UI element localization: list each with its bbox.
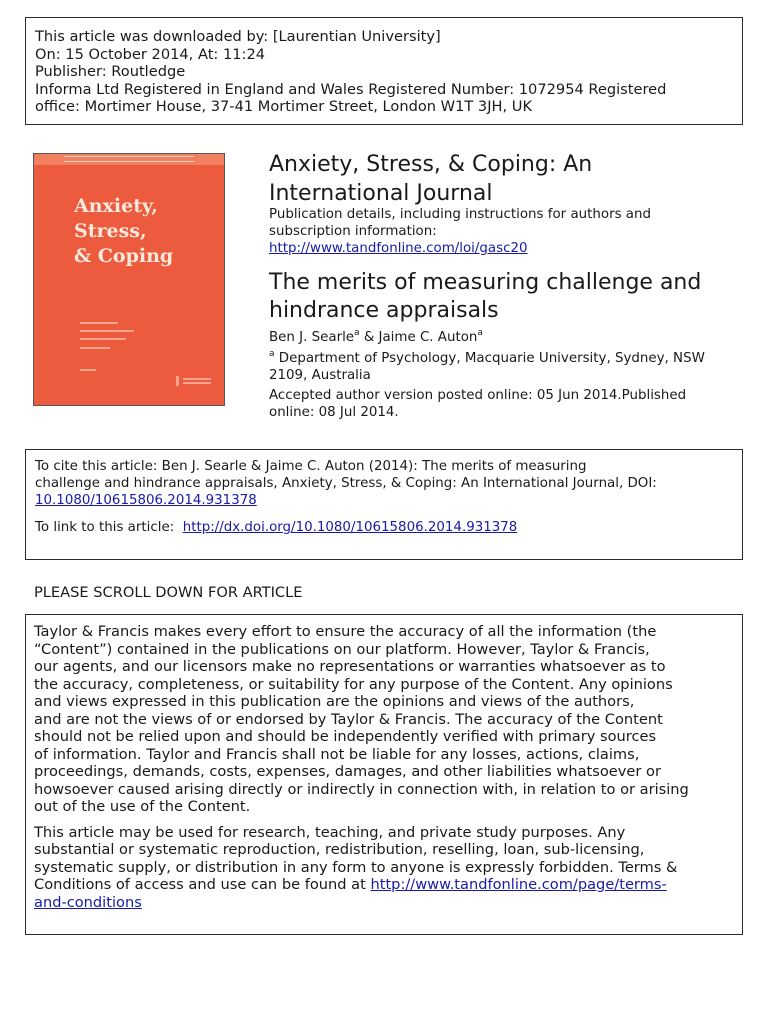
terms-url-link[interactable]: http://www.tandfonline.com/page/terms- — [370, 876, 667, 893]
download-line: Informa Ltd Registered in England and Wales Registered Number: 1072954 Registered — [35, 80, 667, 98]
link-label: To link to this article: — [35, 520, 175, 535]
cover-header-strip — [34, 154, 224, 165]
download-line: Publisher: Routledge — [35, 63, 186, 80]
author-name: Ben J. Searle — [269, 330, 355, 345]
article-title: The merits of measuring challenge and hindrance appraisals — [269, 270, 702, 323]
citation-line: challenge and hindrance appraisals, Anxiety, Stress, & Coping: An International Journal, DOI: — [35, 476, 657, 491]
affiliation: $^a$ Department of Psychology, Macquarie University, Sydney, NSW 2109, Australia — [269, 349, 705, 383]
authors — [269, 329, 483, 346]
author-name: Jaime C. Auton — [378, 330, 478, 345]
journal-cover-image — [33, 153, 225, 406]
affiliation-marker: a — [354, 328, 360, 338]
journal-url-link[interactable]: http://www.tandfonline.com/loi/gasc20 — [269, 241, 528, 256]
author-separator: & — [359, 330, 379, 345]
terms-url-link-continued[interactable]: and-conditions — [34, 893, 142, 911]
disclaimer-box — [25, 614, 743, 935]
publication-details: Publication details, including instructions for authors and subscription information: http://www.tandfonline.com/loi/gasc20 — [269, 207, 651, 256]
affiliation-marker: a — [269, 349, 275, 359]
affiliation-marker: a — [477, 328, 483, 338]
citation-line: To cite this article: Ben J. Searle & Jaime C. Auton (2014): The merits of measuring — [35, 459, 587, 474]
cover-title: Anxiety, Stress, & Coping — [74, 195, 174, 267]
download-line: office: Mortimer House, 37-41 Mortimer Street, London W1T 3JH, UK — [35, 98, 533, 115]
article-url-link[interactable]: http://dx.doi.org/10.1080/10615806.2014.931378 — [182, 520, 518, 535]
doi-link[interactable]: 10.1080/10615806.2014.931378 — [35, 493, 257, 508]
download-line: On: 15 October 2014, At: 11:24 — [35, 45, 266, 63]
disclaimer-paragraph-2: This article may be used for research, teaching, and private study purposes. Any substantial or systematic reproduction, redistribution, reselling, loan, sub-licensing, systematic supply, or distribution in any form to anyone is expressly forbidden. Terms & Conditions of access and use can be found at http://www.tandfonline.com/page/terms- and-conditions — [34, 823, 678, 911]
download-line: This article was downloaded by: [Laurentian University] — [35, 28, 441, 45]
journal-title: Anxiety, Stress, & Coping: An International Journal — [269, 152, 593, 206]
citation-box — [25, 449, 743, 560]
download-info-box — [25, 17, 743, 125]
publisher-logo — [176, 376, 215, 386]
publication-dates: Accepted author version posted online: 05 Jun 2014.Published online: 08 Jul 2014. — [269, 388, 687, 420]
scroll-down-notice: PLEASE SCROLL DOWN FOR ARTICLE — [34, 584, 303, 601]
disclaimer-paragraph-1: Taylor & Francis makes every effort to ensure the accuracy of all the information (the “Content”) contained in the publications on our platform. However, Taylor & Francis, our agents, and our licensors make no representations or warranties whatsoever as to the accuracy, completeness, or suitability for any purpose of the Content. Any opinions and views expressed in this publication are the opinions and views of the authors, and are not the views of or endorsed by Taylor & Francis. The accuracy of the Content should not be relied upon and should be independently verified with primary sources of information. Taylor and Francis shall not be liable for any losses, actions, claims, proceedings, demands, costs, expenses, damages, and other liabilities whatsoever or howsoever caused arising directly or indirectly in connection with, in relation to or arising out of the use of the Content. — [34, 623, 689, 815]
